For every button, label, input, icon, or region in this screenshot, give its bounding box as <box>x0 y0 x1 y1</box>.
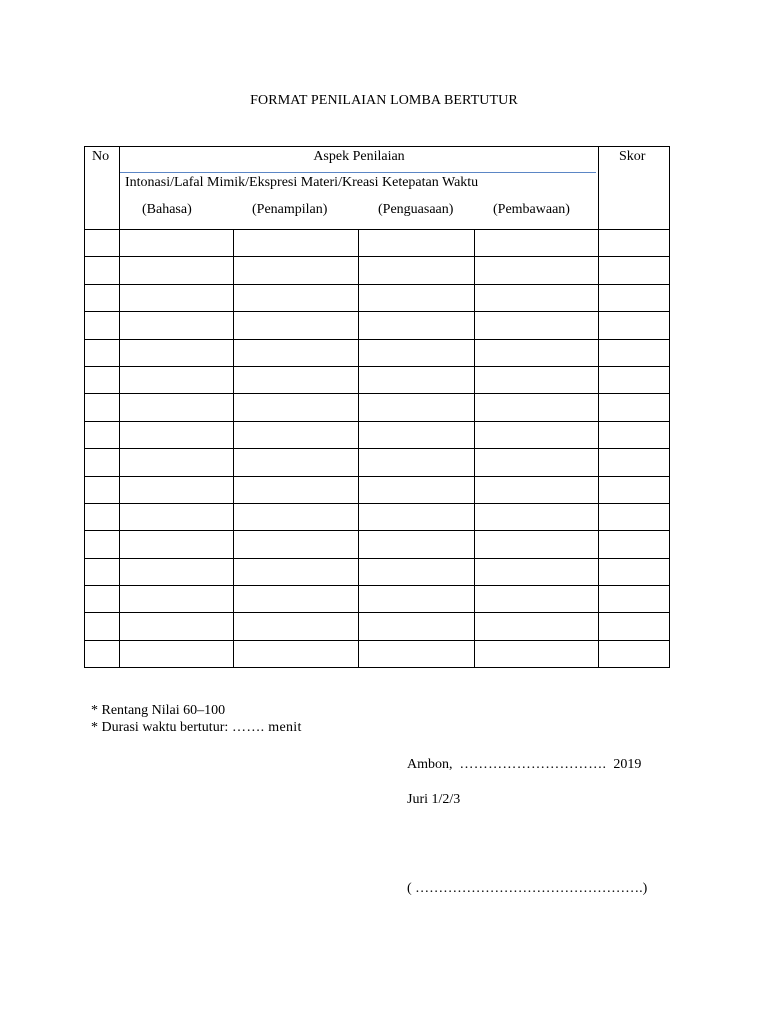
table-cell <box>120 312 234 339</box>
table-cell <box>359 613 475 640</box>
table-cell <box>359 531 475 558</box>
table-cell <box>475 339 599 366</box>
table-cell <box>85 421 120 448</box>
table-cell <box>120 558 234 585</box>
table-cell <box>359 586 475 613</box>
table-cell <box>475 394 599 421</box>
table-cell <box>475 230 599 257</box>
table-row <box>85 531 670 558</box>
table-cell <box>475 312 599 339</box>
table-cell <box>475 586 599 613</box>
subcategory-penampilan: (Penampilan) <box>252 202 328 217</box>
table-cell <box>234 339 359 366</box>
table-cell <box>234 640 359 667</box>
table-row <box>85 257 670 284</box>
table-cell <box>234 613 359 640</box>
table-cell <box>234 366 359 393</box>
table-cell <box>85 284 120 311</box>
table-cell <box>599 558 670 585</box>
table-cell <box>599 640 670 667</box>
subcategory-penguasaan: (Penguasaan) <box>378 202 454 217</box>
table-cell <box>475 558 599 585</box>
table-cell <box>475 449 599 476</box>
date-blank: …………………………. <box>459 757 607 772</box>
table-cell <box>85 339 120 366</box>
subcategory-bahasa: (Bahasa) <box>142 202 192 217</box>
table-cell <box>599 284 670 311</box>
table-row <box>85 230 670 257</box>
table-cell <box>120 531 234 558</box>
table-cell <box>359 257 475 284</box>
table-cell <box>599 394 670 421</box>
note-duration <box>91 719 302 736</box>
table-cell <box>120 449 234 476</box>
aspek-title: Aspek Penilaian <box>313 149 405 164</box>
table-cell <box>475 284 599 311</box>
table-cell <box>599 366 670 393</box>
table-row <box>85 476 670 503</box>
table-cell <box>120 503 234 530</box>
table-cell <box>359 558 475 585</box>
table-row <box>85 503 670 530</box>
table-cell <box>120 586 234 613</box>
table-cell <box>234 257 359 284</box>
table-cell <box>234 476 359 503</box>
table-row <box>85 449 670 476</box>
table-cell <box>85 558 120 585</box>
table-cell <box>359 449 475 476</box>
table-cell <box>234 503 359 530</box>
table-cell <box>475 476 599 503</box>
table-row <box>85 640 670 667</box>
table-cell <box>234 586 359 613</box>
skor-header: Skor <box>599 147 670 230</box>
table-row <box>85 366 670 393</box>
table-cell <box>85 586 120 613</box>
year-label: 2019 <box>613 757 642 772</box>
table-cell <box>599 230 670 257</box>
note-duration-blank: ……. menit <box>228 720 302 735</box>
notes <box>91 702 302 736</box>
note-duration-label: * Durasi waktu bertutur: <box>91 720 229 735</box>
table-cell <box>475 366 599 393</box>
table-cell <box>85 230 120 257</box>
table-cell <box>359 284 475 311</box>
table-cell <box>234 449 359 476</box>
table-cell <box>359 366 475 393</box>
table-cell <box>234 394 359 421</box>
aspek-divider <box>120 172 596 173</box>
table-cell <box>85 312 120 339</box>
table-cell <box>234 558 359 585</box>
document-title: FORMAT PENILAIAN LOMBA BERTUTUR <box>250 93 518 108</box>
table-cell <box>85 503 120 530</box>
subcategory-pembawaan: (Pembawaan) <box>493 202 570 217</box>
table-cell <box>359 339 475 366</box>
signature-name-blank: ( ………………………………………….) <box>407 881 648 896</box>
table-cell <box>85 613 120 640</box>
table-row <box>85 421 670 448</box>
table-cell <box>120 394 234 421</box>
table-row <box>85 586 670 613</box>
table-header-row <box>85 147 670 230</box>
table-cell <box>599 421 670 448</box>
table-cell <box>120 640 234 667</box>
table-cell <box>359 503 475 530</box>
table-cell <box>599 476 670 503</box>
table-cell <box>599 503 670 530</box>
table-cell <box>234 230 359 257</box>
table-cell <box>359 476 475 503</box>
table-cell <box>85 257 120 284</box>
table-cell <box>85 449 120 476</box>
place-label: Ambon, <box>407 757 453 772</box>
table-cell <box>120 476 234 503</box>
table-cell <box>599 613 670 640</box>
table-cell <box>234 421 359 448</box>
table-cell <box>475 531 599 558</box>
table-cell <box>359 312 475 339</box>
table-cell <box>475 503 599 530</box>
aspek-criteria: Intonasi/Lafal Mimik/Ekspresi Materi/Kreasi Ketepatan Waktu <box>125 175 479 190</box>
table-cell <box>120 613 234 640</box>
table-cell <box>234 284 359 311</box>
table-cell <box>599 531 670 558</box>
table-cell <box>599 257 670 284</box>
table-cell <box>120 284 234 311</box>
table-cell <box>359 640 475 667</box>
table-row <box>85 558 670 585</box>
no-header: No <box>85 147 120 230</box>
table-cell <box>120 421 234 448</box>
table-cell <box>85 366 120 393</box>
assessment-table <box>84 146 670 668</box>
table-row <box>85 284 670 311</box>
table-cell <box>359 394 475 421</box>
table-cell <box>475 421 599 448</box>
juri-label: Juri 1/2/3 <box>407 792 461 807</box>
table-cell <box>120 366 234 393</box>
table-cell <box>120 230 234 257</box>
table-cell <box>234 312 359 339</box>
table-row <box>85 394 670 421</box>
table-cell <box>599 339 670 366</box>
note-range: * Rentang Nilai 60–100 <box>91 703 226 718</box>
table-row <box>85 339 670 366</box>
place-date-line <box>407 757 641 773</box>
table-cell <box>85 476 120 503</box>
table-cell <box>599 312 670 339</box>
table-cell <box>85 640 120 667</box>
table-cell <box>359 230 475 257</box>
table-cell <box>475 257 599 284</box>
table-cell <box>120 339 234 366</box>
table-cell <box>599 586 670 613</box>
table-cell <box>85 394 120 421</box>
table-cell <box>234 531 359 558</box>
table-row <box>85 312 670 339</box>
table-cell <box>599 449 670 476</box>
table-cell <box>85 531 120 558</box>
table-cell <box>359 421 475 448</box>
table-body <box>85 230 670 668</box>
table-row <box>85 613 670 640</box>
table-cell <box>120 257 234 284</box>
table-cell <box>475 613 599 640</box>
table-cell <box>475 640 599 667</box>
aspek-header <box>120 147 599 230</box>
